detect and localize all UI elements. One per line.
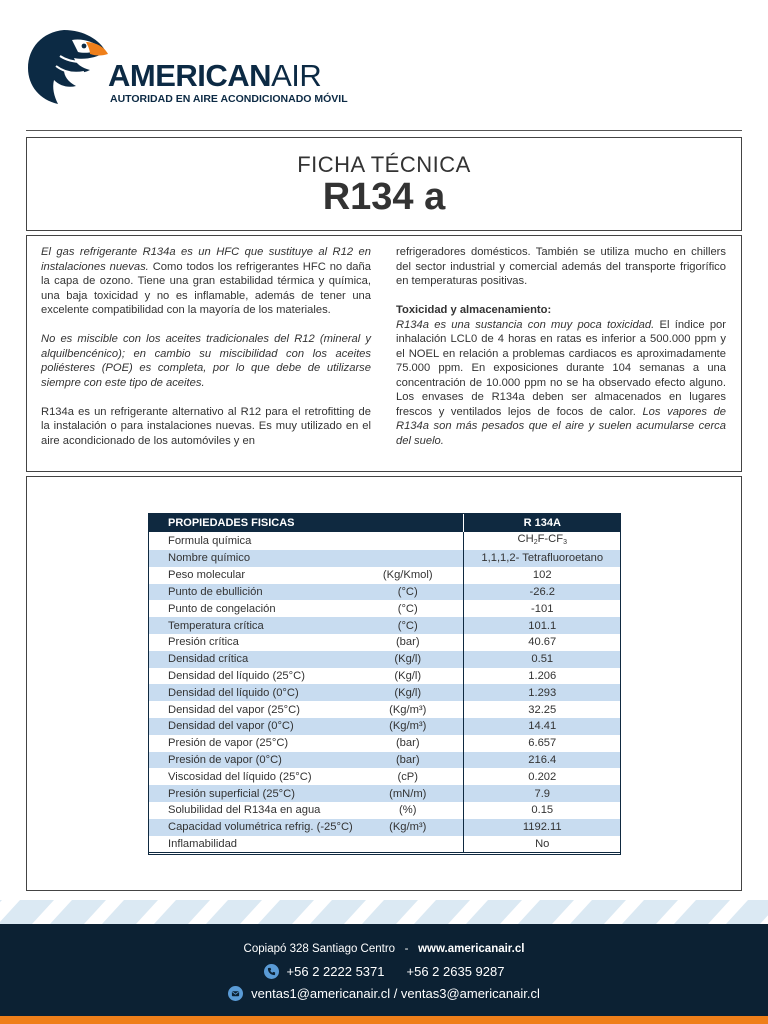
- property-name: Capacidad volumétrica refrig. (-25°C): [148, 819, 353, 836]
- table-row: [148, 567, 621, 584]
- email-line: [0, 986, 768, 1001]
- property-value: 1,1,1,2- Tetrafluoroetano: [463, 550, 621, 567]
- property-value: 40.67: [463, 634, 621, 651]
- property-value: 101.1: [463, 617, 621, 634]
- property-value: 1.206: [463, 668, 621, 685]
- header-product: R 134A: [463, 513, 621, 532]
- property-unit: (cP): [397, 770, 418, 783]
- table-row: [148, 768, 621, 785]
- property-unit: (Kg/l): [394, 669, 422, 682]
- property-unit: (bar): [353, 752, 463, 769]
- table-row: [148, 532, 621, 550]
- phone-number-2[interactable]: +56 2 2635 9287: [406, 964, 505, 979]
- property-name: Temperatura crítica: [148, 617, 353, 634]
- property-value: -101: [463, 600, 621, 617]
- property-value: 0.51: [463, 651, 621, 668]
- eagle-logo-icon: [24, 26, 110, 106]
- property-unit: (°C): [353, 617, 463, 634]
- mail-icon: [228, 986, 243, 1001]
- description-box: [26, 235, 742, 472]
- property-name: Inflamabilidad: [148, 836, 353, 853]
- table-row: [148, 651, 621, 668]
- paragraph-italic: R134a es una sustancia con muy poca toxicidad.: [396, 318, 655, 331]
- property-name: Densidad del vapor (25°C): [168, 703, 300, 716]
- formula-subscript: 2: [533, 539, 538, 546]
- property-value: 0.202: [463, 768, 621, 785]
- header-properties: PROPIEDADES FISICAS: [148, 513, 463, 532]
- formula-part: F-CF: [537, 533, 564, 545]
- table-row: [148, 617, 621, 634]
- property-name: Densidad del líquido (0°C): [148, 684, 353, 701]
- paragraph-text: El índice por inhalación LCL0 de 4 horas en ratas es inferior a 500.000 ppm y el NOEL en relación a problemas cardiacos es aproximadamente 75.000 ppm. En exposiciones durante 104 semanas a una concentración de 10.000 ppm no se ha observado efecto alguno. Los envases de R134a deben ser almacenados en lugares frescos y ventilados lejos de focos de calor.: [396, 318, 727, 418]
- property-unit: (mN/m): [353, 785, 463, 802]
- email-addresses[interactable]: ventas1@americanair.cl / ventas3@americanair.cl: [251, 986, 540, 1001]
- table-row: [148, 684, 621, 701]
- property-name: Presión de vapor (0°C): [148, 752, 353, 769]
- brand-light: AIR: [271, 58, 322, 93]
- property-value: [463, 532, 621, 550]
- property-value: 1.293: [463, 684, 621, 701]
- paragraph: [396, 318, 726, 449]
- table-row: [148, 634, 621, 651]
- paragraph-italic: No es miscible con los aceites tradicionales del R12 (mineral y alquilbencénico); en cambio su miscibilidad con los aceites poliésteres (POE) es completa, por lo que debe de utilizarse siempre con este tipo de aceites.: [41, 333, 371, 389]
- property-value: No: [463, 836, 621, 853]
- property-name: Presión superficial (25°C): [148, 785, 353, 802]
- property-unit: (Kg/l): [353, 651, 463, 668]
- table-header-row: [148, 513, 621, 532]
- brand-name: [108, 58, 321, 94]
- footer: [0, 924, 768, 1016]
- property-unit: (Kg/m³): [353, 819, 463, 836]
- property-unit: [353, 836, 463, 853]
- property-unit: (Kg/m³): [353, 718, 463, 735]
- header: [0, 0, 768, 130]
- property-name: Solubilidad del R134a en agua: [168, 804, 321, 817]
- property-name: Densidad del líquido (25°C): [168, 669, 305, 682]
- property-value: 102: [463, 567, 621, 584]
- table-row: [148, 819, 621, 836]
- property-name: Presión de vapor (25°C): [168, 737, 289, 750]
- address-line: [0, 943, 768, 955]
- header-divider: [26, 130, 742, 131]
- paragraph: [41, 332, 371, 390]
- address: Copiapó 328 Santiago Centro: [243, 943, 396, 955]
- property-name: Nombre químico: [148, 550, 353, 567]
- property-name: Densidad del vapor (0°C): [148, 718, 353, 735]
- toxicity-heading: [396, 303, 726, 318]
- property-name: Formula química: [168, 535, 252, 547]
- property-value: 6.657: [463, 735, 621, 752]
- paragraph-text: Como todos los refrigerantes HFC no daña la capa de ozono. Tiene una gran estabilidad térmica y química, una baja toxicidad y no es inflamable, además de tener una excelente compatibilidad con la mayoría de los materiales.: [41, 260, 371, 316]
- phone-icon: [264, 964, 279, 979]
- property-value: 14.41: [463, 718, 621, 735]
- website-link[interactable]: www.americanair.cl: [418, 943, 525, 955]
- footer-accent-bar: [0, 1016, 768, 1024]
- table-row: [148, 802, 621, 819]
- property-name: Peso molecular: [168, 569, 246, 582]
- property-unit: [353, 550, 463, 567]
- property-unit: (Kg/l): [353, 684, 463, 701]
- title-box: [26, 137, 742, 231]
- decorative-stripes: [0, 900, 768, 924]
- phone-line: [0, 964, 768, 979]
- paragraph-italic: Los vapores de R134a son más pesados que el aire y suelen acumularse cerca del suelo.: [396, 405, 726, 447]
- table-row: [148, 718, 621, 735]
- property-unit: (°C): [397, 602, 418, 615]
- paragraph: refrigeradores domésticos. También se utiliza mucho en chillers del sector industrial y comercial además del transporte frigorífico en temperaturas positivas.: [396, 246, 726, 287]
- paragraph: [41, 245, 371, 318]
- property-value: 7.9: [463, 785, 621, 802]
- property-value: 0.15: [463, 802, 621, 819]
- table-row: [148, 550, 621, 567]
- brand-bold: AMERICAN: [108, 58, 272, 93]
- property-value: 1192.11: [463, 819, 621, 836]
- property-value: -26.2: [463, 584, 621, 601]
- table-row: [148, 752, 621, 769]
- formula-subscript: 3: [563, 539, 567, 546]
- paragraph-italic: El gas refrigerante R134a es un HFC que sustituye al R12 en instalaciones nuevas.: [41, 246, 371, 273]
- property-unit: (°C): [353, 584, 463, 601]
- property-unit: (Kg/m³): [389, 703, 427, 716]
- property-unit: (Kg/Kmol): [382, 569, 433, 582]
- left-column: [41, 245, 371, 448]
- table-row: [148, 701, 621, 718]
- property-value: 216.4: [463, 752, 621, 769]
- table-row: [148, 668, 621, 685]
- table-row: [148, 735, 621, 752]
- property-name: Densidad crítica: [148, 651, 353, 668]
- paragraph: R134a es un refrigerante alternativo al R12 para el retrofitting de la instalación o para instalaciones nuevas. Es muy utilizado en el aire acondicionado de los automóviles y en: [41, 405, 371, 447]
- document-type: FICHA TÉCNICA: [297, 152, 471, 177]
- right-column: [396, 245, 726, 448]
- formula-part: CH: [517, 533, 534, 545]
- property-unit: (%): [399, 804, 417, 817]
- property-unit: (bar): [395, 636, 420, 649]
- tagline: AUTORIDAD EN AIRE ACONDICIONADO MÓVIL: [110, 93, 348, 105]
- properties-box: [26, 476, 742, 891]
- table-row: [148, 600, 621, 617]
- property-unit: (bar): [395, 737, 420, 750]
- phone-number-1[interactable]: +56 2 2222 5371: [286, 964, 385, 979]
- property-name: Punto de congelación: [168, 602, 276, 615]
- table-row: [148, 785, 621, 802]
- product-title: R134 a: [322, 176, 446, 218]
- table-row: [148, 584, 621, 601]
- property-name: Punto de ebullición: [148, 584, 353, 601]
- physical-properties-table: [148, 513, 621, 853]
- property-name: Presión crítica: [168, 636, 239, 649]
- property-name: Viscosidad del líquido (25°C): [168, 770, 312, 783]
- property-unit: [353, 532, 463, 550]
- section-heading: Toxicidad y almacenamiento:: [396, 304, 552, 316]
- table-row: [148, 836, 621, 853]
- separator: -: [404, 943, 409, 955]
- property-value: 32.25: [463, 701, 621, 718]
